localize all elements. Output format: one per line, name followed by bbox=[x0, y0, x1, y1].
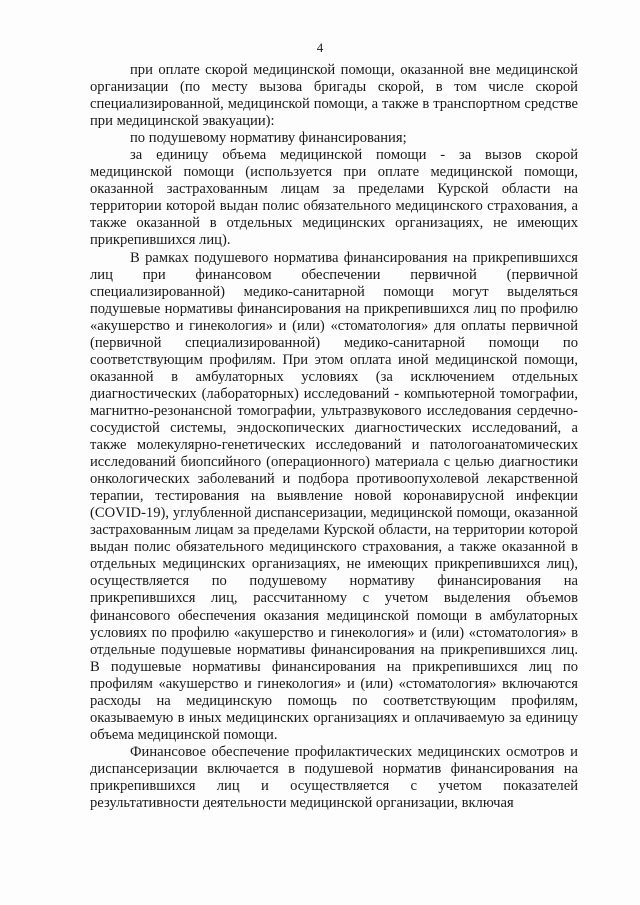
paragraph: за единицу объема медицинской помощи - за вызов скорой медицинской помощи (используется при оплате медицинской помощи, оказанной застрахованным лицам за пределами Курской области на территории которой выдан полис обязательного медицинского страхования, а также оказанной в отдельных медицинских организациях, не имеющих прикрепившихся лиц). bbox=[90, 147, 578, 249]
page-number: 4 bbox=[316, 40, 324, 55]
paragraph: В рамках подушевого норматива финансирования на прикрепившихся лиц при финансовом обеспечении первичной (первичной специализированной) медико-санитарной помощи могут выделяться подушевые нормативы финансирования на прикрепившихся лиц по профилю «акушерство и гинекология» и (или) «стоматология» для оплаты первичной (первичной специализированной) медико-санитарной помощи по соответствующим профилям. При этом оплата иной медицинской помощи, оказанной в амбулаторных условиях (за исключением отдельных диагностических (лабораторных) исследований - компьютерной томографии, магнитно-резонансной томографии, ультразвукового исследования сердечно-сосудистой системы, эндоскопических диагностических исследований, а также молекулярно-генетических исследований и патологоанатомических исследований биопсийного (операционного) материала с целью диагностики онкологических заболеваний и подбора противоопухолевой лекарственной терапии, тестирования на выявление новой коронавирусной инфекции (COVID-19), углубленной диспансеризации, медицинской помощи, оказанной застрахованным лицам за пределами Курской области, на территории которой выдан полис обязательного медицинского страхования, а также оказанной в отдельных медицинских организациях, не имеющих прикрепившихся лиц), осуществляется по подушевому нормативу финансирования на прикрепившихся лиц, рассчитанному с учетом выделения объемов финансового обеспечения оказания медицинской помощи в амбулаторных условиях по профилю «акушерство и гинекология» и (или) «стоматология» в отдельные подушевые нормативы финансирования на прикрепившихся лиц. В подушевые нормативы финансирования на прикрепившихся лиц по профилям «акушерство и гинекология» и (или) «стоматология» включаются расходы на медицинскую помощь по соответствующим профилям, оказываемую в иных медицинских организациях и оплачиваемую за единицу объема медицинской помощи. bbox=[90, 249, 578, 743]
document-body bbox=[90, 62, 578, 812]
paragraph: Финансовое обеспечение профилактических медицинских осмотров и диспансеризации включается в подушевой норматив финансирования на прикрепившихся лиц и осуществляется с учетом показателей результативности деятельности медицинской организации, включая bbox=[90, 743, 578, 812]
paragraph: при оплате скорой медицинской помощи, оказанной вне медицинской организации (по месту вызова бригады скорой, в том числе скорой специализированной, медицинской помощи, а также в транспортном средстве при медицинской эвакуации): bbox=[90, 62, 578, 130]
paragraph: по подушевому нормативу финансирования; bbox=[130, 130, 407, 147]
